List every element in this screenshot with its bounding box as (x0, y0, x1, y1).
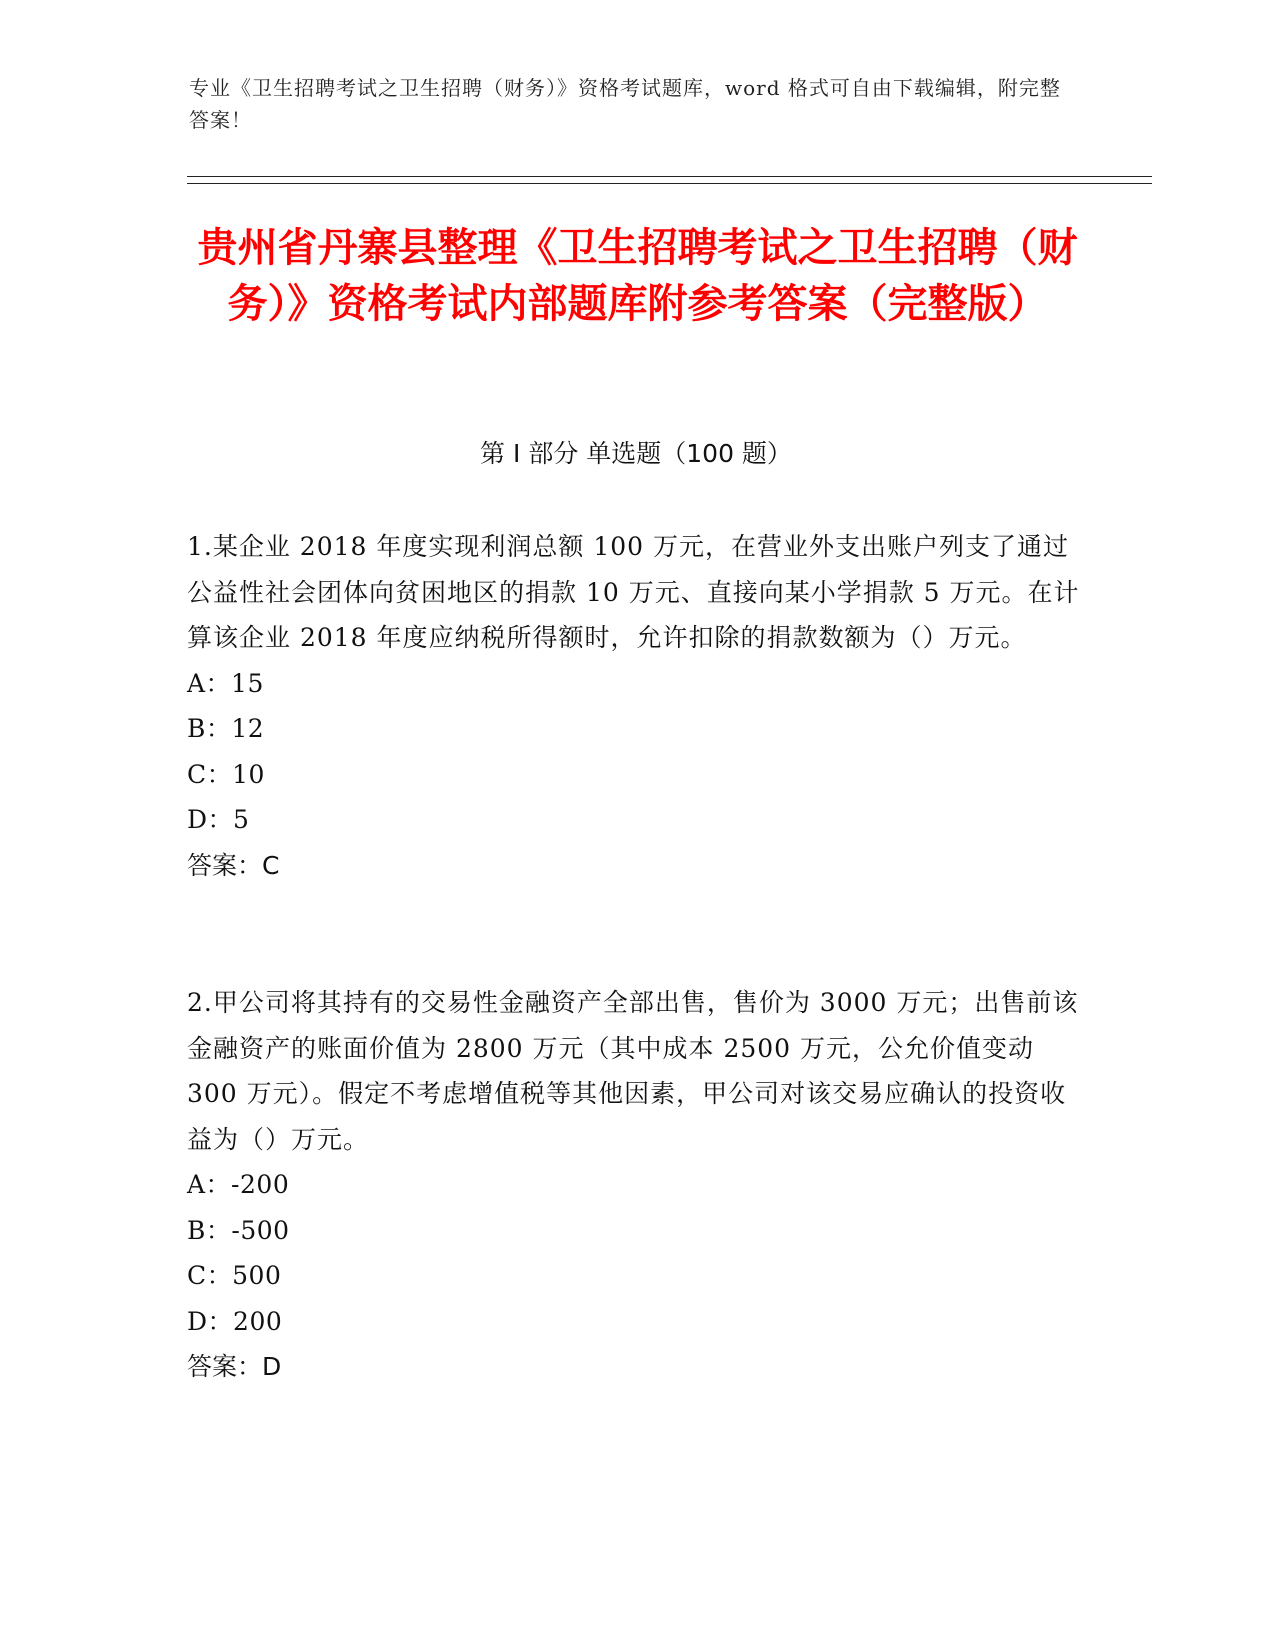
option-d: D：5 (187, 805, 250, 834)
question-stem: 1.某企业 2018 年度实现利润总额 100 万元，在营业外支出账户列支了通过公益性社会团体向贫困地区的捐款 10 万元、直接向某小学捐款 5 万元。在计算该企业 2018 年度应纳税所得额时，允许扣除的捐款数额为（）万元。 (187, 532, 1080, 652)
option-c: C：500 (187, 1261, 282, 1290)
section-title: 第 I 部分 单选题（100 题） (480, 439, 792, 468)
option-d: D：200 (187, 1306, 283, 1336)
answer-line: 答案：C (187, 850, 280, 880)
header-divider-bottom (187, 183, 1152, 184)
option-b: B：-500 (187, 1215, 290, 1245)
header-note: 专业《卫生招聘考试之卫生招聘（财务）》资格考试题库，word 格式可自由下载编辑，附完整答案！ (189, 76, 1061, 132)
question-block-2 (187, 980, 1087, 1390)
option-a: A：15 (187, 668, 264, 698)
header-divider-top (187, 176, 1152, 177)
question-stem: 2.甲公司将其持有的交易性金融资产全部出售，售价为 3000 万元；出售前该金融资产的账面价值为 2800 万元（其中成本 2500 万元，公允价值变动 300 万元）。假定不考虑增值税等其他因素，甲公司对该交易应确认的投资收益为（）万元。 (187, 988, 1079, 1154)
option-a: A：-200 (187, 1170, 290, 1199)
document-title: 贵州省丹寨县整理《卫生招聘考试之卫生招聘（财务）》资格考试内部题库附参考答案（完整版） (197, 225, 1078, 327)
answer-line: 答案：D (187, 1352, 282, 1381)
question-block-1 (187, 524, 1087, 888)
option-b: B：12 (187, 714, 265, 743)
option-c: C：10 (187, 759, 265, 789)
